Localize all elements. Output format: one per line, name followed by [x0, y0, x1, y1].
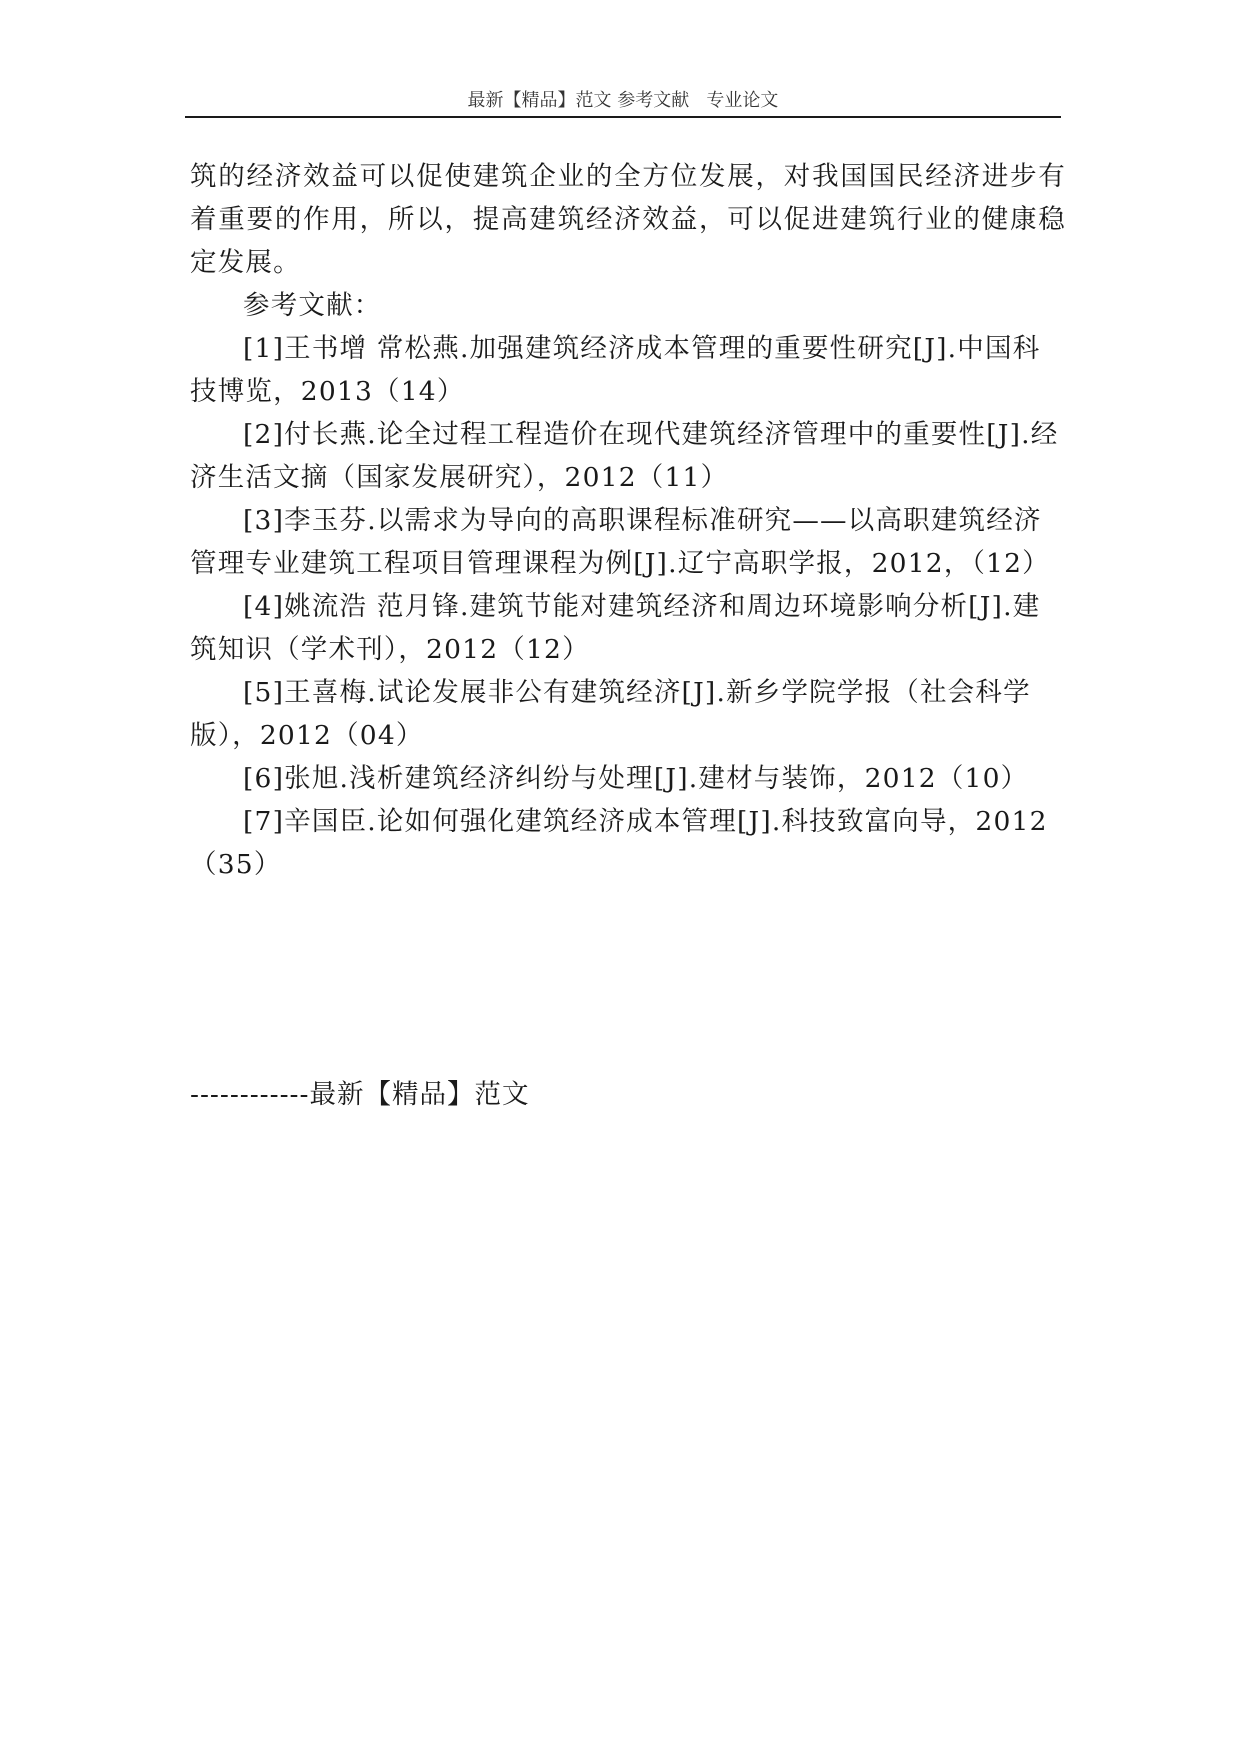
reference-item: [6]张旭.浅析建筑经济纠纷与处理[J].建材与装饰，2012（10） [243, 763, 1029, 794]
reference-item: [7]辛国臣.论如何强化建筑经济成本管理[J].科技致富向导，2012（35） [190, 806, 1048, 880]
reference-item: [4]姚流浩 范月锋.建筑节能对建筑经济和周边环境影响分析[J].建筑知识（学术刊），2012（12） [190, 591, 1041, 665]
reference-item: [5]王喜梅.试论发展非公有建筑经济[J].新乡学院学报（社会科学版），2012（04） [190, 677, 1031, 751]
document-body [190, 155, 1066, 886]
reference-item: [2]付长燕.论全过程工程造价在现代建筑经济管理中的重要性[J].经济生活文摘（国家发展研究），2012（11） [190, 419, 1059, 493]
reference-item: [3]李玉芬.以需求为导向的高职课程标准研究——以高职建筑经济管理专业建筑工程项目管理课程为例[J].辽宁高职学报，2012，（12） [190, 505, 1050, 579]
footer-mark: ------------最新【精品】范文 [190, 1079, 530, 1110]
reference-item: [1]王书增 常松燕.加强建筑经济成本管理的重要性研究[J].中国科技博览，2013（14） [190, 333, 1041, 407]
references-heading: 参考文献： [243, 290, 382, 321]
header-divider [185, 116, 1061, 118]
body-paragraph: 筑的经济效益可以促使建筑企业的全方位发展，对我国国民经济进步有着重要的作用，所以，提高建筑经济效益，可以促进建筑行业的健康稳定发展。 [190, 161, 1066, 278]
page-header: 最新【精品】范文 参考文献 专业论文 [467, 90, 779, 111]
